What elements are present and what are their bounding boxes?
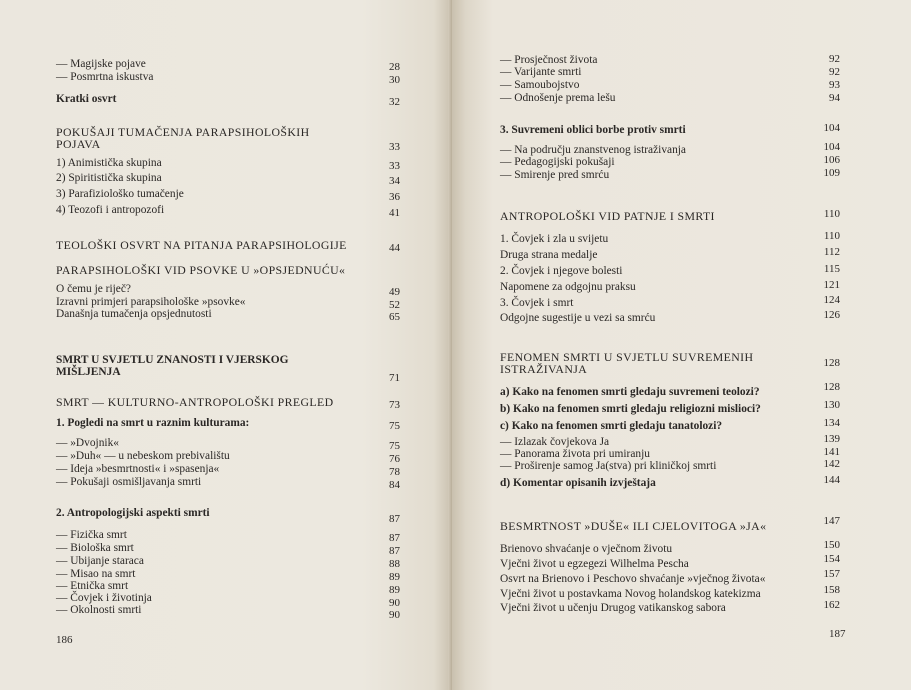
toc-page-number: 94 (829, 92, 840, 104)
toc-part-heading: MIŠLJENJA (56, 366, 121, 378)
toc-page-number: 134 (823, 417, 840, 429)
toc-page-number: 28 (389, 61, 400, 73)
toc-page-number: 87 (389, 513, 400, 525)
toc-page-number: 33 (389, 141, 400, 153)
toc-page-number: 71 (389, 372, 400, 384)
toc-entry: Vječni život u postavkama Novog holandskog katekizma (500, 588, 761, 600)
toc-page-number: 92 (829, 66, 840, 78)
toc-entry: — Ideja »besmrtnosti« i »spasenja« (56, 463, 220, 475)
toc-page-number: 88 (389, 558, 400, 570)
toc-entry: — Varijante smrti (500, 66, 582, 78)
toc-page-number: 128 (823, 357, 840, 369)
toc-section-heading: b) Kako na fenomen smrti gledaju religiozni mislioci? (500, 403, 761, 415)
toc-page-number: 32 (389, 96, 400, 108)
toc-chapter-heading: POJAVA (56, 137, 101, 151)
toc-page-number: 162 (823, 599, 840, 611)
toc-entry: Odgojne sugestije u vezi sa smrću (500, 312, 656, 324)
toc-chapter-heading: ANTROPOLOŠKI VID PATNJE I SMRTI (500, 209, 715, 223)
toc-page-number: 110 (823, 230, 840, 242)
toc-page-number: 130 (823, 399, 840, 411)
toc-entry: Vječni život u učenju Drugog vatikanskog sabora (500, 602, 726, 614)
toc-page-number: 76 (389, 453, 400, 465)
toc-section-heading: 1. Pogledi na smrt u raznim kulturama: (56, 417, 250, 429)
toc-page-number: 115 (823, 263, 840, 275)
toc-entry: — »Duh« — u nebeskom prebivalištu (56, 450, 230, 462)
toc-entry: — »Dvojnik« (56, 437, 119, 449)
toc-page-number: 75 (389, 440, 400, 452)
toc-page-number: 128 (823, 381, 840, 393)
toc-section-heading: Kratki osvrt (56, 93, 117, 105)
toc-entry: — Smirenje pred smrću (500, 169, 610, 181)
toc-entry: — Fizička smrt (56, 529, 127, 541)
toc-page-number: 34 (389, 175, 400, 187)
toc-page-number: 157 (823, 568, 840, 580)
toc-entry: — Pedagogijski pokušaji (500, 156, 615, 168)
toc-part-heading: SMRT U SVJETLU ZNANOSTI I VJERSKOG (56, 354, 289, 366)
left-page (0, 0, 452, 690)
toc-page-number: 142 (823, 458, 840, 470)
toc-page-number: 104 (823, 122, 840, 134)
toc-page-number: 110 (823, 208, 840, 220)
toc-entry: — Odnošenje prema lešu (500, 92, 616, 104)
toc-page-number: 49 (389, 286, 400, 298)
toc-entry: O čemu je riječ? (56, 283, 131, 295)
toc-entry: Vječni život u egzegezi Wilhelma Pescha (500, 558, 689, 570)
toc-page-number: 44 (389, 242, 400, 254)
toc-entry: — Proširenje samog Ja(stva) pri kliničkoj smrti (500, 460, 717, 472)
toc-entry: — Posmrtna iskustva (56, 71, 154, 83)
toc-chapter-heading: SMRT — KULTURNO-ANTROPOLOŠKI PREGLED (56, 395, 334, 409)
page-number: 186 (56, 634, 73, 646)
toc-page-number: 126 (823, 309, 840, 321)
toc-entry: — Misao na smrt (56, 568, 136, 580)
toc-page-number: 33 (389, 160, 400, 172)
toc-page-number: 104 (823, 141, 840, 153)
toc-entry: Osvrt na Brienovo i Peschovo shvaćanje »vječnog života« (500, 573, 766, 585)
toc-entry: — Prosječnost života (500, 54, 598, 66)
toc-entry: — Panorama života pri umiranju (500, 448, 650, 460)
toc-entry: Izravni primjeri parapsihološke »psovke« (56, 296, 246, 308)
toc-entry: 2) Spiritistička skupina (56, 172, 162, 184)
toc-page-number: 141 (823, 446, 840, 458)
toc-page-number: 73 (389, 399, 400, 411)
toc-entry: — Etnička smrt (56, 580, 129, 592)
toc-entry: — Čovjek i životinja (56, 592, 152, 604)
toc-page-number: 147 (823, 515, 840, 527)
toc-section-heading: d) Komentar opisanih izvještaja (500, 477, 656, 489)
toc-page-number: 139 (823, 433, 840, 445)
toc-page-number: 150 (823, 539, 840, 551)
toc-page-number: 90 (389, 609, 400, 621)
toc-entry: Napomene za odgojnu praksu (500, 281, 636, 293)
toc-entry: — Na području znanstvenog istraživanja (500, 144, 686, 156)
toc-entry: — Biološka smrt (56, 542, 134, 554)
toc-page-number: 84 (389, 479, 400, 491)
toc-entry: Današnja tumačenja opsjednutosti (56, 308, 212, 320)
toc-section-heading: a) Kako na fenomen smrti gledaju suvremeni teolozi? (500, 386, 760, 398)
toc-page-number: 121 (823, 279, 840, 291)
toc-page-number: 154 (823, 553, 840, 565)
toc-page-number: 87 (389, 532, 400, 544)
toc-page-number: 78 (389, 466, 400, 478)
toc-entry: — Izlazak čovjekova Ja (500, 436, 610, 448)
toc-entry: 4) Teozofi i antropozofi (56, 204, 165, 216)
toc-chapter-heading: POKUŠAJI TUMAČENJA PARAPSIHOLOŠKIH (56, 125, 310, 139)
toc-page-number: 89 (389, 571, 400, 583)
toc-page-number: 106 (823, 154, 840, 166)
toc-page-number: 75 (389, 420, 400, 432)
toc-chapter-heading: FENOMEN SMRTI U SVJETLU SUVREMENIH (500, 350, 754, 364)
toc-page-number: 93 (829, 79, 840, 91)
toc-page-number: 124 (823, 294, 840, 306)
page-number: 187 (829, 628, 846, 640)
toc-entry: — Ubijanje staraca (56, 555, 144, 567)
toc-page-number: 65 (389, 311, 400, 323)
toc-page-number: 90 (389, 597, 400, 609)
toc-entry: — Magijske pojave (56, 58, 146, 70)
toc-entry: — Pokušaji osmišljavanja smrti (56, 476, 202, 488)
toc-chapter-heading: PARAPSIHOLOŠKI VID PSOVKE U »OPSJEDNUĆU« (56, 263, 346, 277)
toc-page-number: 89 (389, 584, 400, 596)
toc-entry: 1. Čovjek i zla u svijetu (500, 233, 609, 245)
toc-entry: 2. Čovjek i njegove bolesti (500, 265, 623, 277)
toc-section-heading: 2. Antropologijski aspekti smrti (56, 507, 210, 519)
toc-entry: 3) Parafiziološko tumačenje (56, 188, 184, 200)
toc-page-number: 36 (389, 191, 400, 203)
toc-chapter-heading: BESMRTNOST »DUŠE« ILI CJELOVITOGA »JA« (500, 519, 767, 533)
toc-page-number: 112 (823, 246, 840, 258)
toc-entry: Druga strana medalje (500, 249, 598, 261)
toc-page-number: 109 (823, 167, 840, 179)
toc-entry: Brienovo shvaćanje o vječnom životu (500, 543, 673, 555)
toc-page-number: 87 (389, 545, 400, 557)
toc-entry: — Samoubojstvo (500, 79, 580, 91)
toc-section-heading: 3. Suvremeni oblici borbe protiv smrti (500, 124, 686, 136)
toc-page-number: 158 (823, 584, 840, 596)
toc-entry: 3. Čovjek i smrt (500, 297, 574, 309)
toc-page-number: 52 (389, 299, 400, 311)
toc-entry: 1) Animistička skupina (56, 157, 162, 169)
toc-chapter-heading: ISTRAŽIVANJA (500, 362, 588, 376)
right-page (452, 0, 911, 690)
toc-chapter-heading: TEOLOŠKI OSVRT NA PITANJA PARAPSIHOLOGIJE (56, 238, 347, 252)
toc-page-number: 41 (389, 207, 400, 219)
toc-page-number: 30 (389, 74, 400, 86)
toc-page-number: 92 (829, 53, 840, 65)
toc-entry: — Okolnosti smrti (56, 604, 142, 616)
toc-section-heading: c) Kako na fenomen smrti gledaju tanatolozi? (500, 420, 723, 432)
toc-page-number: 144 (823, 474, 840, 486)
